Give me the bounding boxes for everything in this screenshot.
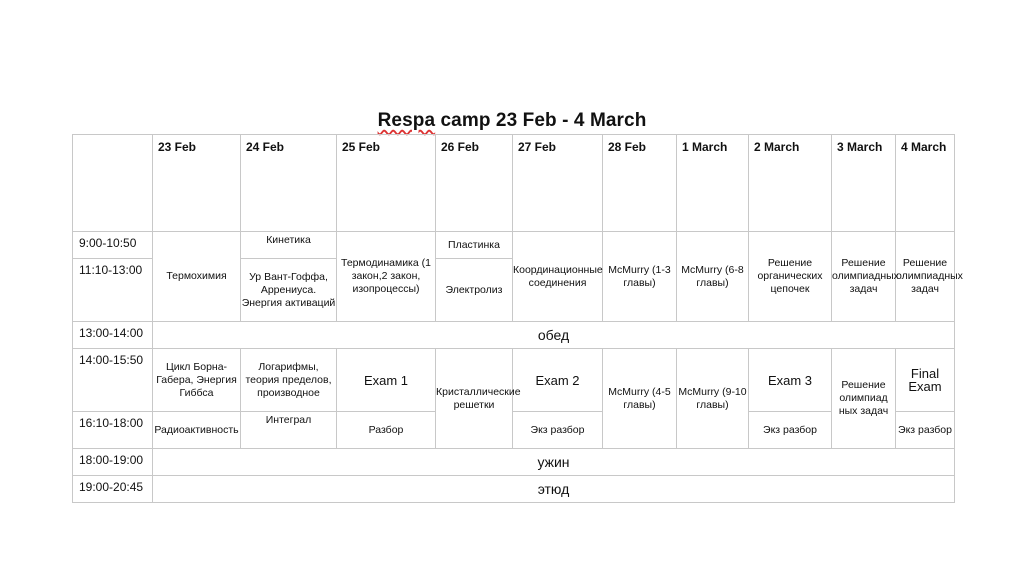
- session-cell: Пластинка: [436, 232, 513, 259]
- session-cell: Экз разбор: [749, 412, 832, 449]
- header-cell: 3 March: [832, 135, 896, 232]
- session-cell: Разбор: [337, 412, 436, 449]
- session-cell: Цикл Борна-Габера, Энергия Гиббса: [153, 349, 241, 412]
- header-cell: 2 March: [749, 135, 832, 232]
- session-cell: Exam 2: [513, 349, 603, 412]
- title-rest: camp 23 Feb - 4 March: [435, 110, 647, 131]
- session-cell: Радиоактивность: [153, 412, 241, 449]
- schedule-table: [72, 134, 963, 503]
- session-cell: McMurry (4-5 главы): [603, 349, 677, 449]
- session-cell: Ур Вант-Гоффа, Аррениуса. Энергия активаций: [241, 259, 337, 322]
- lunch-cell: обед: [153, 322, 955, 349]
- session-cell: Final Exam: [896, 349, 955, 412]
- dinner-cell: ужин: [153, 449, 955, 476]
- table-row: [73, 232, 955, 259]
- session-cell: Электролиз: [436, 259, 513, 322]
- evening-cell: этюд: [153, 476, 955, 503]
- session-cell: McMurry (9-10 главы): [677, 349, 749, 449]
- session-cell: Кристаллические решетки: [436, 349, 513, 449]
- session-cell: Координационные соединения: [513, 232, 603, 322]
- session-cell: Кинетика: [241, 232, 337, 259]
- header-cell: 4 March: [896, 135, 955, 232]
- time-cell: 18:00-19:00: [73, 449, 153, 476]
- table-row: [73, 412, 955, 449]
- session-cell: Решение олимпиад ных задач: [832, 349, 896, 449]
- title-prefix: Respa: [377, 110, 436, 131]
- session-cell: Решение органических цепочек: [749, 232, 832, 322]
- table-row: [73, 449, 955, 476]
- session-cell: McMurry (1-3 главы): [603, 232, 677, 322]
- header-row: [73, 135, 955, 232]
- session-cell: Exam 1: [337, 349, 436, 412]
- header-cell: 25 Feb: [337, 135, 436, 232]
- session-cell: Решение олимпиадных задач: [832, 232, 896, 322]
- time-cell: 14:00-15:50: [73, 349, 153, 412]
- time-cell: 13:00-14:00: [73, 322, 153, 349]
- session-cell: Термодинамика (1 закон,2 закон, изопроцессы): [337, 232, 436, 322]
- table-row: [73, 322, 955, 349]
- time-cell: 9:00-10:50: [73, 232, 153, 259]
- session-cell: Экз разбор: [896, 412, 955, 449]
- header-cell: 23 Feb: [153, 135, 241, 232]
- header-cell: 28 Feb: [603, 135, 677, 232]
- session-cell: Интеграл: [241, 412, 337, 449]
- time-cell: 11:10-13:00: [73, 259, 153, 322]
- session-cell: Exam 3: [749, 349, 832, 412]
- header-cell: 1 March: [677, 135, 749, 232]
- header-cell: 26 Feb: [436, 135, 513, 232]
- session-cell: Термохимия: [153, 232, 241, 322]
- time-cell: 19:00-20:45: [73, 476, 153, 503]
- table-row: [73, 476, 955, 503]
- page-title: [0, 110, 1024, 132]
- table-row: [73, 349, 955, 412]
- corner-cell: [73, 135, 153, 232]
- header-cell: 27 Feb: [513, 135, 603, 232]
- session-cell: Логарифмы, теория пределов, производное: [241, 349, 337, 412]
- session-cell: McMurry (6-8 главы): [677, 232, 749, 322]
- header-cell: 24 Feb: [241, 135, 337, 232]
- session-cell: Решение олимпиадных задач: [896, 232, 955, 322]
- time-cell: 16:10-18:00: [73, 412, 153, 449]
- session-cell: Экз разбор: [513, 412, 603, 449]
